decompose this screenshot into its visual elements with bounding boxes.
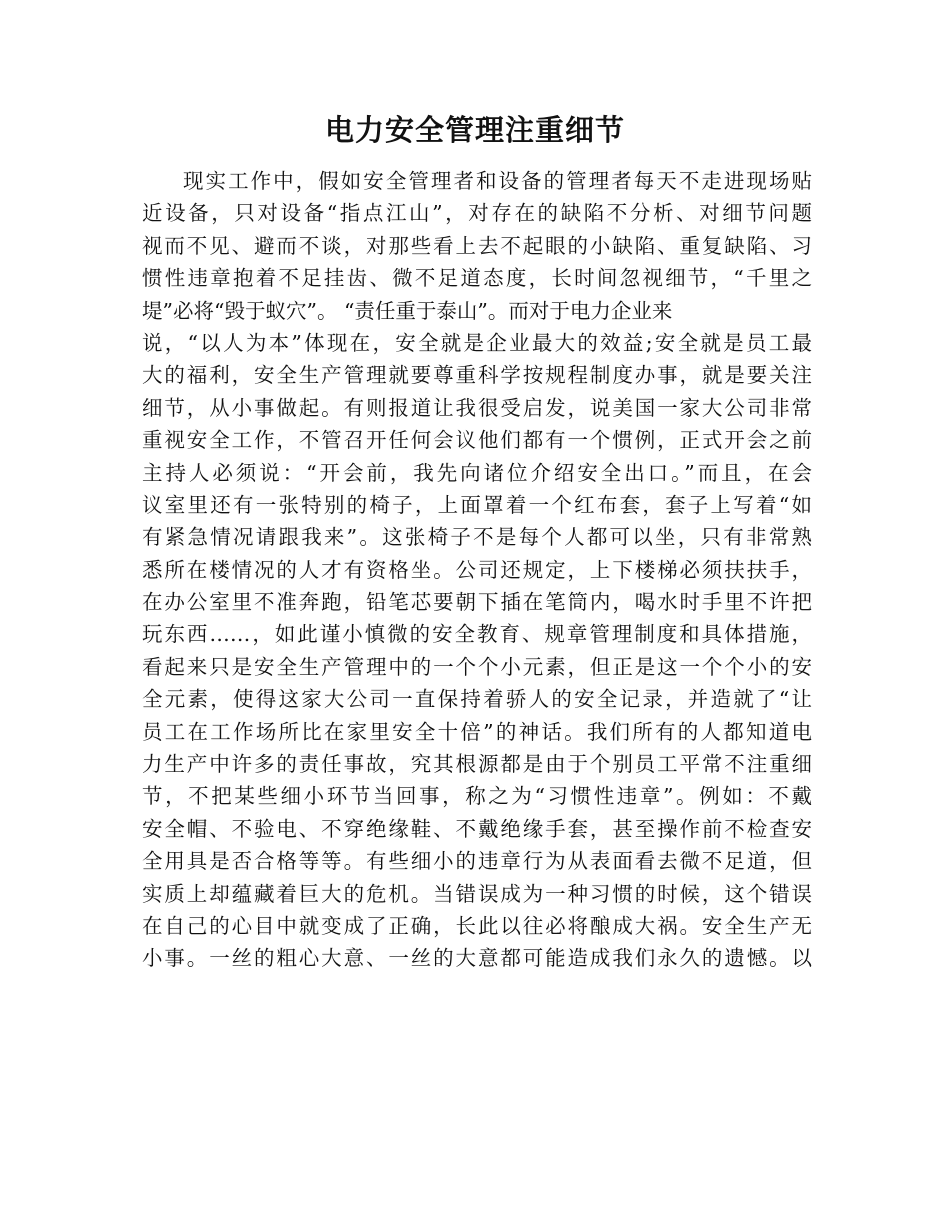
text-line: 细节，从小事做起。有则报道让我很受启发，说美国一家大公司非常 <box>142 395 812 420</box>
text-line: 看起来只是安全生产管理中的一个个小元素，但正是这一个个小的安 <box>142 654 812 679</box>
text-line: 在办公室里不准奔跑，铅笔芯要朝下插在笔筒内，喝水时手里不许把 <box>142 590 812 615</box>
document-title: 电力安全管理注重细节 <box>324 113 625 147</box>
document-body <box>142 165 812 975</box>
text-line: 近设备，只对设备“指点江山”，对存在的缺陷不分析、对细节问题 <box>142 201 812 226</box>
text-line: 议室里还有一张特别的椅子，上面罩着一个红布套，套子上写着“如 <box>142 492 812 517</box>
text-line: 节，不把某些细小环节当回事，称之为“习惯性违章”。例如：不戴 <box>142 784 812 809</box>
text-line: 实质上却蕴藏着巨大的危机。当错误成为一种习惯的时候，这个错误 <box>142 881 812 906</box>
text-line: 现实工作中，假如安全管理者和设备的管理者每天不走进现场贴 <box>183 169 812 193</box>
text-line: 悉所在楼情况的人才有资格坐。公司还规定，上下楼梯必须扶扶手， <box>142 557 812 582</box>
text-line: 有紧急情况请跟我来”。这张椅子不是每个人都可以坐，只有非常熟 <box>142 525 812 550</box>
text-line: 小事。一丝的粗心大意、一丝的大意都可能造成我们永久的遗憾。以 <box>142 946 812 971</box>
text-line: 堤”必将“毁于蚁穴”。 “责任重于泰山”。而对于电力企业来 <box>142 298 673 323</box>
text-line: 全用具是否合格等等。有些细小的违章行为从表面看去微不足道，但 <box>142 849 812 874</box>
text-line: 在自己的心目中就变成了正确，长此以往必将酿成大祸。安全生产无 <box>142 913 812 938</box>
text-line: 视而不见、避而不谈，对那些看上去不起眼的小缺陷、重复缺陷、习 <box>142 233 812 258</box>
text-line: 员工在工作场所比在家里安全十倍”的神话。我们所有的人都知道电 <box>142 719 812 744</box>
text-line: 说，“以人为本”体现在，安全就是企业最大的效益;安全就是员工最 <box>142 330 812 355</box>
text-line: 主持人必须说：“开会前，我先向诸位介绍安全出口。”而且，在会 <box>142 460 812 485</box>
text-line: 玩东西……，如此谨小慎微的安全教育、规章管理制度和具体措施， <box>142 622 812 647</box>
text-line: 大的福利，安全生产管理就要尊重科学按规程制度办事，就是要关注 <box>142 363 812 388</box>
text-line: 力生产中许多的责任事故，究其根源都是由于个别员工平常不注重细 <box>142 752 812 777</box>
text-line: 安全帽、不验电、不穿绝缘鞋、不戴绝缘手套，甚至操作前不检查安 <box>142 816 812 841</box>
text-line: 重视安全工作，不管召开任何会议他们都有一个惯例，正式开会之前 <box>142 428 812 453</box>
text-line: 惯性违章抱着不足挂齿、微不足道态度，长时间忽视细节，“千里之 <box>142 266 812 291</box>
text-line: 全元素，使得这家大公司一直保持着骄人的安全记录，并造就了“让 <box>142 687 812 712</box>
